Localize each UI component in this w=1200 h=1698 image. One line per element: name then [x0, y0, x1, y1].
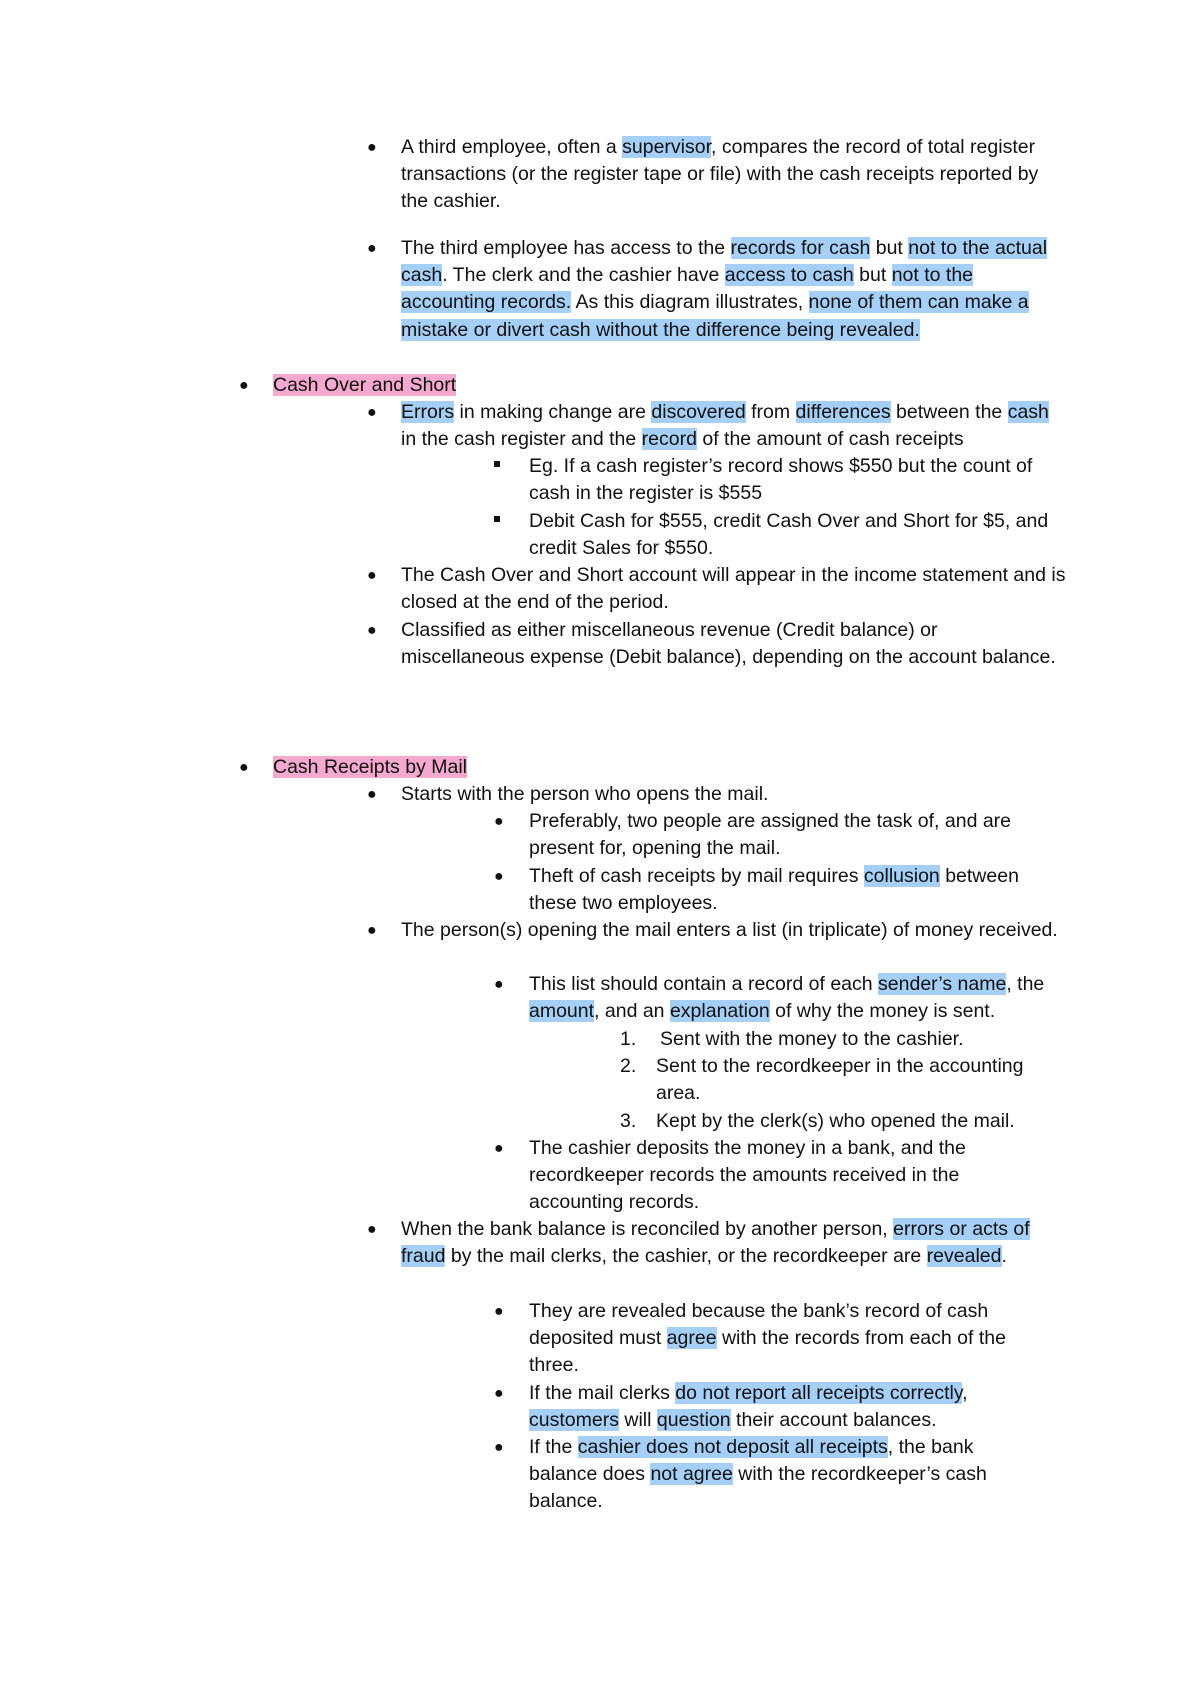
- paragraph: [529, 863, 1069, 917]
- bullet-icon: ●: [367, 1221, 377, 1238]
- paragraph: [401, 781, 1066, 808]
- text-run: This list should contain a record of each: [529, 973, 879, 995]
- text-run: If the: [529, 1436, 578, 1458]
- paragraph: [529, 1298, 1049, 1380]
- paragraph: [529, 1380, 1029, 1434]
- section-heading-cash-receipts-mail: [273, 754, 973, 781]
- list-number: 3.: [620, 1110, 637, 1132]
- paragraph: [529, 808, 1069, 862]
- paragraph: [401, 917, 1066, 944]
- highlighted-text: collusion: [863, 865, 940, 887]
- text-run: Sent with the money to the cashier.: [660, 1028, 964, 1050]
- list-number: 1.: [620, 1028, 637, 1050]
- text-run: , and an: [594, 1000, 670, 1023]
- text-run: but: [853, 264, 892, 287]
- text-run: Debit Cash for $555, credit Cash Over and Short for $5, and credit Sales for $550.: [529, 510, 1049, 560]
- bullet-icon: ●: [367, 567, 377, 584]
- text-run: with the records from each of the three.: [529, 1327, 1006, 1377]
- text-run: Starts with the person who opens the mail.: [401, 783, 769, 805]
- text-run: from: [745, 401, 796, 423]
- text-run: between the: [890, 401, 1008, 423]
- text-run: in the cash register and the: [401, 428, 642, 451]
- paragraph: [529, 971, 1074, 1025]
- bullet-icon: ●: [494, 813, 504, 830]
- bullet-icon: ●: [367, 240, 377, 257]
- highlighted-text: records for cash: [730, 237, 871, 259]
- highlighted-text: errors or acts of fraud: [401, 1218, 1030, 1268]
- text-run: Preferably, two people are assigned the task of, and are present for, opening the mail.: [529, 810, 1012, 860]
- text-run: of why the money is sent.: [769, 1000, 996, 1023]
- highlighted-text: differences: [795, 401, 891, 423]
- text-run: They are revealed because the bank’s record of cash deposited must: [529, 1300, 989, 1350]
- text-run: , the: [1006, 973, 1045, 995]
- bullet-icon: ●: [367, 622, 377, 639]
- paragraph: [401, 562, 1066, 616]
- text-run: but: [870, 237, 909, 259]
- text-run: If the mail clerks: [529, 1382, 676, 1404]
- text-run: Kept by the clerk(s) who opened the mail.: [656, 1110, 1015, 1132]
- square-bullet-icon: [494, 516, 500, 522]
- numbered-item: [656, 1108, 1066, 1135]
- paragraph: [401, 134, 1066, 216]
- highlighted-text: revealed: [926, 1245, 1002, 1268]
- bullet-icon: ●: [494, 1439, 504, 1456]
- list-number: 2.: [620, 1055, 637, 1077]
- bullet-icon: ●: [494, 1385, 504, 1402]
- highlighted-text: supervisor: [622, 136, 712, 158]
- heading-text: Cash Over and Short: [273, 374, 457, 396]
- bullet-icon: ●: [367, 786, 377, 803]
- text-run: The Cash Over and Short account will appear in the income statement and is closed at the end of the period.: [401, 564, 1066, 614]
- highlighted-text: none of them can make a mistake or divert cash without the difference being revealed.: [401, 291, 1029, 341]
- highlighted-text: access to cash: [724, 264, 854, 287]
- text-run: The third employee has access to the: [401, 237, 731, 259]
- square-bullet-icon: [494, 461, 500, 467]
- highlighted-text: not to the actual cash: [401, 237, 1048, 287]
- numbered-item: [656, 1053, 1066, 1107]
- highlighted-text: cashier does not deposit all receipts: [577, 1436, 888, 1458]
- paragraph: [401, 1216, 1061, 1270]
- text-run: , the bank balance does: [529, 1436, 974, 1486]
- paragraph: [401, 235, 1066, 344]
- highlighted-text: not agree: [650, 1463, 733, 1486]
- text-run: by the mail clerks, the cashier, or the recordkeeper are: [445, 1245, 927, 1268]
- bullet-icon: ●: [239, 377, 249, 394]
- section-heading-cash-over-short: [273, 372, 973, 399]
- text-run: .: [1001, 1245, 1007, 1268]
- paragraph: [529, 1135, 1029, 1217]
- highlighted-text: discovered: [651, 401, 746, 423]
- highlighted-text: do not report all receipts correctly: [675, 1382, 963, 1404]
- text-run: Sent to the recordkeeper in the accounting area.: [656, 1055, 1024, 1105]
- text-run: The cashier deposits the money in a bank, and the recordkeeper records the amounts received in the accounting records.: [529, 1137, 966, 1214]
- text-run: Classified as either miscellaneous revenue (Credit balance) or miscellaneous expense (Debit balance), depending on the account balance.: [401, 619, 1056, 669]
- highlighted-text: cash: [1007, 401, 1049, 423]
- paragraph: [401, 399, 1066, 453]
- bullet-icon: ●: [367, 139, 377, 156]
- highlighted-text: record: [641, 428, 697, 451]
- text-run: between these two employees.: [529, 865, 1019, 915]
- highlighted-text: explanation: [669, 1000, 770, 1023]
- bullet-icon: ●: [494, 868, 504, 885]
- bullet-icon: ●: [367, 922, 377, 939]
- bullet-icon: ●: [494, 1303, 504, 1320]
- paragraph: [529, 453, 1069, 507]
- bullet-icon: ●: [367, 404, 377, 421]
- text-run: Eg. If a cash register’s record shows $550 but the count of cash in the register is $555: [529, 455, 1033, 505]
- bullet-icon: ●: [494, 976, 504, 993]
- text-run: . The clerk and the cashier have: [442, 264, 725, 287]
- text-run: with the recordkeeper’s cash balance.: [529, 1463, 987, 1513]
- text-run: The person(s) opening the mail enters a list (in triplicate) of money received.: [401, 919, 1058, 941]
- text-run: , compares the record of total register transactions (or the register tape or file) with the cash receipts reported by the cashier.: [401, 136, 1039, 213]
- numbered-item: [660, 1026, 1060, 1053]
- highlighted-text: Errors: [401, 401, 455, 423]
- text-run: A third employee, often a: [401, 136, 623, 158]
- text-run: When the bank balance is reconciled by another person,: [401, 1218, 894, 1240]
- text-run: As this diagram illustrates,: [571, 291, 809, 314]
- highlighted-text: customers: [529, 1409, 619, 1432]
- highlighted-text: not to the accounting records.: [401, 264, 974, 314]
- highlighted-text: question: [656, 1409, 731, 1432]
- text-run: Theft of cash receipts by mail requires: [529, 865, 864, 887]
- bullet-icon: ●: [239, 759, 249, 776]
- heading-text: Cash Receipts by Mail: [273, 756, 467, 778]
- highlighted-text: agree: [666, 1327, 717, 1350]
- highlighted-text: amount: [529, 1000, 595, 1023]
- text-run: their account balances.: [730, 1409, 937, 1432]
- bullet-icon: ●: [494, 1140, 504, 1157]
- text-run: ,: [962, 1382, 968, 1404]
- highlighted-text: sender’s name: [878, 973, 1007, 995]
- text-run: of the amount of cash receipts: [696, 428, 964, 451]
- text-run: will: [618, 1409, 657, 1432]
- paragraph: [401, 617, 1066, 671]
- text-run: in making change are: [454, 401, 652, 423]
- paragraph: [529, 508, 1069, 562]
- paragraph: [529, 1434, 1029, 1516]
